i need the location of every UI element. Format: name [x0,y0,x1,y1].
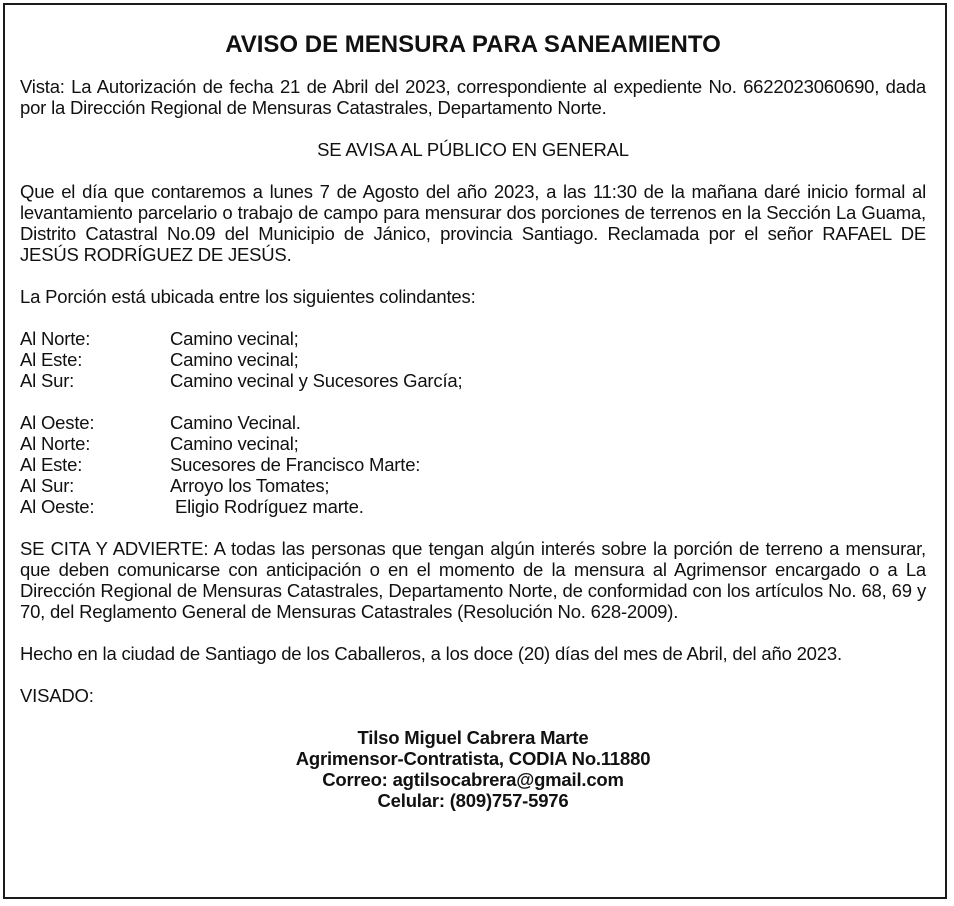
boundary-row [20,370,926,391]
boundaries-group-2 [20,412,926,517]
boundary-description: Eligio Rodríguez marte. [170,496,364,517]
spacer [20,307,926,328]
signer-phone: Celular: (809)757-5976 [377,790,569,811]
boundary-description: Camino vecinal; [170,433,299,454]
spacer [20,265,926,286]
public-announcement: SE AVISA AL PÚBLICO EN GENERAL [317,139,629,160]
boundary-description: Camino vecinal; [170,349,299,370]
spacer [20,706,926,727]
spacer [20,118,926,139]
spacer [20,160,926,181]
boundary-row [20,412,926,433]
boundary-row [20,328,926,349]
boundary-direction: Al Este: [20,349,83,370]
spacer [20,517,926,538]
boundary-direction: Al Oeste: [20,412,95,433]
boundary-row [20,475,926,496]
signer-email: Correo: agtilsocabrera@gmail.com [322,769,624,790]
boundary-row [20,433,926,454]
boundary-description: Camino vecinal y Sucesores García; [170,370,463,391]
signer-name: Tilso Miguel Cabrera Marte [357,727,589,748]
boundary-direction: Al Oeste: [20,496,95,517]
boundary-direction: Al Sur: [20,370,75,391]
boundary-description: Sucesores de Francisco Marte: [170,454,421,475]
boundary-description: Camino Vecinal. [170,412,301,433]
vista-paragraph: Vista: La Autorización de fecha 21 de Abril del 2023, correspondiente al expediente No. 6622023060690, dada por la Dirección Regional de Mensuras Catastrales, Departamento Norte. [20,76,926,118]
visado-label: VISADO: [20,685,94,706]
hecho-paragraph: Hecho en la ciudad de Santiago de los Caballeros, a los doce (20) días del mes de Abril, del año 2023. [20,643,842,664]
spacer [20,622,926,643]
boundary-description: Camino vecinal; [170,328,299,349]
boundary-row [20,496,926,517]
boundary-direction: Al Norte: [20,433,91,454]
boundary-description: Arroyo los Tomates; [170,475,330,496]
boundary-row [20,454,926,475]
boundary-direction: Al Sur: [20,475,75,496]
boundary-direction: Al Norte: [20,328,91,349]
boundaries-group-1 [20,328,926,391]
colindantes-intro: La Porción está ubicada entre los siguientes colindantes: [20,286,476,307]
cita-paragraph: SE CITA Y ADVIERTE: A todas las personas que tengan algún interés sobre la porción de terreno a mensurar, que deben comunicarse con anticipación o en el momento de la mensura al Agrimensor encargado o a La Dirección Regional de Mensuras Catastrales, Departamento Norte, de conformidad con los artículos No. 68, 69 y 70, del Reglamento General de Mensuras Catastrales (Resolución No. 628-2009). [20,538,926,622]
boundary-direction: Al Este: [20,454,83,475]
signature-block [20,727,926,811]
notice-title: AVISO DE MENSURA PARA SANEAMIENTO [225,31,721,58]
boundary-row [20,349,926,370]
spacer [20,391,926,412]
notice-paragraph: Que el día que contaremos a lunes 7 de Agosto del año 2023, a las 11:30 de la mañana daré inicio formal al levantamiento parcelario o trabajo de campo para mensurar dos porciones de terrenos en la Sección La Guama, Distrito Catastral No.09 del Municipio de Jánico, provincia Santiago. Reclamada por el señor RAFAEL DE JESÚS RODRÍGUEZ DE JESÚS. [20,181,926,265]
notice-content [20,30,926,811]
spacer [20,664,926,685]
signer-role: Agrimensor-Contratista, CODIA No.11880 [295,748,651,769]
